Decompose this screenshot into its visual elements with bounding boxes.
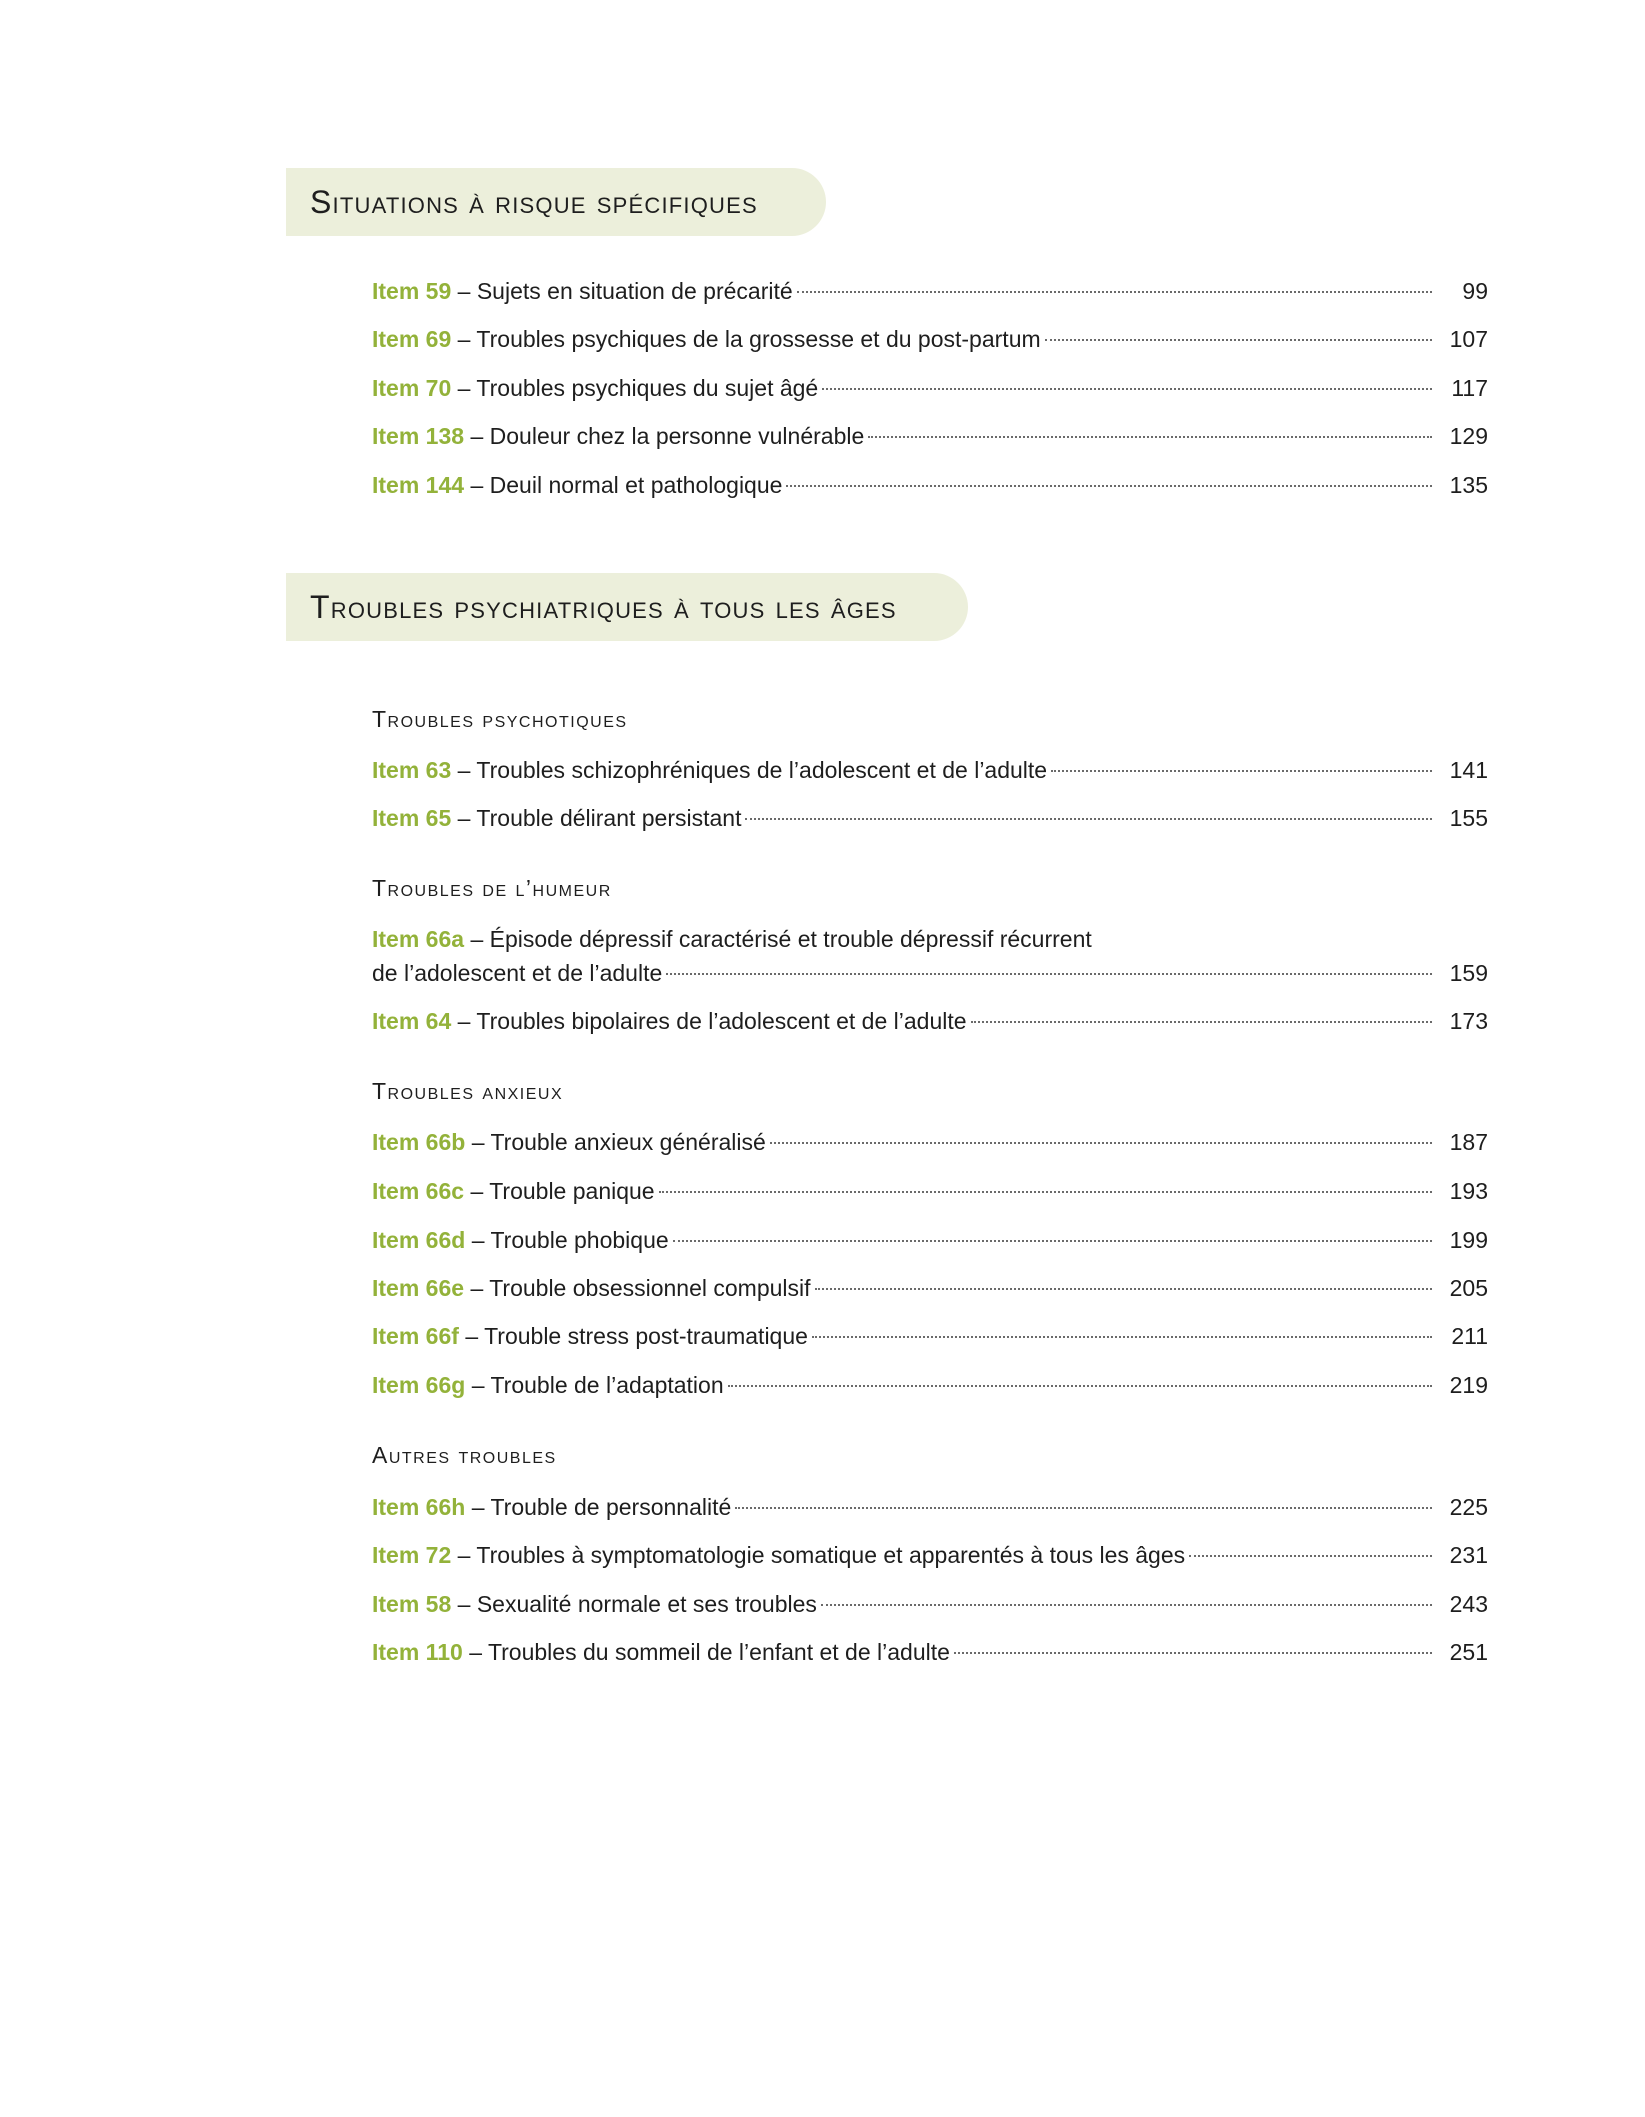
item-number: Item 138	[372, 423, 465, 449]
item-title: – Troubles psychiques du sujet âgé	[457, 375, 819, 401]
item-number: Item 66d	[372, 1227, 466, 1253]
page-number: 243	[1449, 1591, 1488, 1617]
dot-leader	[728, 1385, 1432, 1387]
dot-leader	[673, 1240, 1432, 1242]
item-number: Item 64	[372, 1008, 452, 1034]
toc-entry[interactable]	[372, 1634, 1488, 1670]
dot-leader	[1051, 770, 1432, 772]
page-number: 107	[1449, 326, 1488, 352]
section-title: Situations à risque spécifiques	[310, 183, 758, 220]
dot-leader	[659, 1191, 1432, 1193]
page-number: 193	[1449, 1178, 1488, 1204]
item-number: Item 65	[372, 805, 452, 831]
page-number: 251	[1449, 1639, 1488, 1665]
item-title: – Trouble stress post-traumatique	[465, 1323, 808, 1349]
dot-leader	[815, 1288, 1432, 1290]
page-number: 159	[1449, 960, 1488, 986]
item-title: – Sexualité normale et ses troubles	[457, 1591, 817, 1617]
subsection-title: Troubles anxieux	[372, 1078, 564, 1104]
toc-entry[interactable]	[372, 467, 1488, 503]
toc-entry[interactable]	[372, 1586, 1488, 1622]
dot-leader	[666, 973, 1432, 975]
page-number: 211	[1451, 1323, 1488, 1349]
item-number: Item 66f	[372, 1323, 459, 1349]
item-number: Item 69	[372, 326, 452, 352]
page-number: 141	[1449, 757, 1488, 783]
dot-leader	[954, 1652, 1432, 1654]
item-title: – Douleur chez la personne vulnérable	[470, 423, 865, 449]
item-number: Item 63	[372, 757, 452, 783]
page-number: 117	[1451, 375, 1488, 401]
page-number: 155	[1449, 805, 1488, 831]
item-number: Item 70	[372, 375, 452, 401]
toc-entry[interactable]	[372, 1003, 1488, 1039]
toc-entry[interactable]	[372, 1270, 1488, 1306]
toc-entry[interactable]	[372, 1124, 1488, 1160]
dot-leader	[786, 485, 1432, 487]
toc-entry[interactable]	[372, 273, 1488, 309]
toc-entry[interactable]	[372, 1173, 1488, 1209]
item-title: – Troubles schizophréniques de l’adolescent et de l’adulte	[457, 757, 1048, 783]
toc-entry[interactable]	[372, 370, 1488, 406]
dot-leader	[770, 1142, 1432, 1144]
toc-entry[interactable]	[372, 752, 1488, 788]
page-number: 219	[1449, 1372, 1488, 1398]
page-number: 99	[1462, 278, 1488, 304]
item-title: – Trouble délirant persistant	[457, 805, 742, 831]
item-number: Item 66g	[372, 1372, 466, 1398]
item-title: – Troubles à symptomatologie somatique et apparentés à tous les âges	[457, 1542, 1186, 1568]
subsection-title: Troubles de l’humeur	[372, 875, 612, 901]
item-title: – Deuil normal et pathologique	[470, 472, 783, 498]
subsection-title: Autres troubles	[372, 1442, 557, 1468]
dot-leader	[812, 1336, 1432, 1338]
item-title: – Troubles bipolaires de l’adolescent et de l’adulte	[457, 1008, 967, 1034]
dot-leader	[868, 436, 1432, 438]
section-title: Troubles psychiatriques à tous les âges	[310, 588, 897, 625]
toc-entry[interactable]	[372, 1222, 1488, 1258]
item-title: – Trouble panique	[470, 1178, 655, 1204]
toc-entry[interactable]	[372, 1367, 1488, 1403]
dot-leader	[1045, 339, 1432, 341]
dot-leader	[735, 1507, 1432, 1509]
item-title: – Trouble obsessionnel compulsif	[470, 1275, 811, 1301]
item-number: Item 110	[372, 1639, 463, 1665]
item-title: – Troubles psychiques de la grossesse et du post-partum	[457, 326, 1041, 352]
toc-entry[interactable]	[372, 321, 1488, 357]
item-title: – Troubles du sommeil de l’enfant et de l’adulte	[469, 1639, 950, 1665]
item-title: – Trouble anxieux généralisé	[471, 1129, 766, 1155]
toc-entry[interactable]	[372, 921, 1488, 991]
item-number: Item 59	[372, 278, 452, 304]
page-number: 205	[1449, 1275, 1488, 1301]
page-number: 231	[1449, 1542, 1488, 1568]
item-number: Item 144	[372, 472, 465, 498]
item-number: Item 72	[372, 1542, 452, 1568]
toc-entry[interactable]	[372, 418, 1488, 454]
page-number: 225	[1449, 1494, 1488, 1520]
page-number: 135	[1449, 472, 1488, 498]
item-number: Item 66b	[372, 1129, 466, 1155]
item-title: – Épisode dépressif caractérisé et trouble dépressif récurrent	[470, 926, 1092, 952]
item-title: – Trouble phobique	[471, 1227, 669, 1253]
item-number: Item 66e	[372, 1275, 465, 1301]
toc-entry[interactable]	[372, 1489, 1488, 1525]
item-title: – Trouble de l’adaptation	[471, 1372, 724, 1398]
subsection-title: Troubles psychotiques	[372, 706, 628, 732]
dot-leader	[1189, 1555, 1432, 1557]
section-banner-situations	[286, 168, 826, 236]
page-number: 187	[1449, 1129, 1488, 1155]
item-number: Item 58	[372, 1591, 452, 1617]
dot-leader	[797, 291, 1432, 293]
item-number: Item 66a	[372, 926, 465, 952]
item-number: Item 66c	[372, 1178, 465, 1204]
section-banner-troubles	[286, 573, 968, 641]
dot-leader	[971, 1021, 1432, 1023]
page-number: 173	[1449, 1008, 1488, 1034]
dot-leader	[821, 1604, 1432, 1606]
item-title: – Trouble de personnalité	[471, 1494, 732, 1520]
item-title-continued: de l’adolescent et de l’adulte	[372, 960, 663, 986]
dot-leader	[822, 388, 1432, 390]
page-number: 129	[1449, 423, 1488, 449]
toc-entry[interactable]	[372, 1318, 1488, 1354]
item-number: Item 66h	[372, 1494, 466, 1520]
item-title: – Sujets en situation de précarité	[457, 278, 793, 304]
toc-entry[interactable]	[372, 800, 1488, 836]
dot-leader	[745, 818, 1432, 820]
toc-entry[interactable]	[372, 1537, 1488, 1573]
page-number: 199	[1449, 1227, 1488, 1253]
